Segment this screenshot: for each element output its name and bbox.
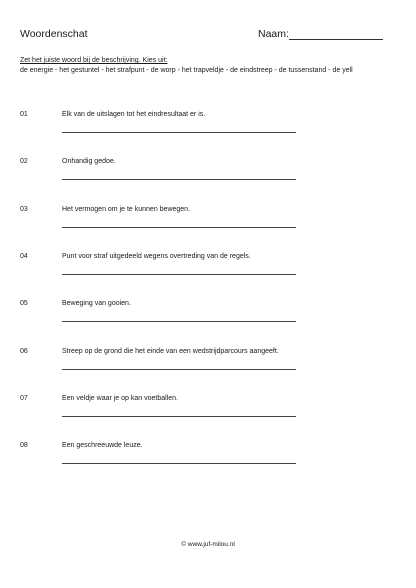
question-text: Onhandig gedoe. — [62, 158, 116, 165]
word-list: de energie - het gestuntel - het strafpunt - de worp - het trapveldje - de eindstreep - de tussenstand - de yell — [20, 67, 353, 74]
page-title: Woordenschat — [20, 28, 88, 40]
footer-copyright: © www.juf-milou.nl — [181, 541, 235, 548]
question-text: Een veldje waar je op kan voetballen. — [62, 395, 178, 402]
answer-line[interactable] — [62, 179, 296, 180]
question-number: 03 — [20, 206, 28, 213]
question-number: 08 — [20, 442, 28, 449]
question-text: Elk van de uitslagen tot het eindresultaat er is. — [62, 111, 206, 118]
instruction-text: Zet het juiste woord bij de beschrijving. Kies uit: — [20, 57, 168, 64]
answer-line[interactable] — [62, 416, 296, 417]
answer-line[interactable] — [62, 463, 296, 464]
question-text: Beweging van gooien. — [62, 300, 131, 307]
answer-line[interactable] — [62, 369, 296, 370]
question-text: Streep op de grond die het einde van een wedstrijdparcours aangeeft. — [62, 348, 279, 355]
question-number: 05 — [20, 300, 28, 307]
answer-line[interactable] — [62, 274, 296, 275]
question-text: Punt voor straf uitgedeeld wegens overtreding van de regels. — [62, 253, 251, 260]
name-label: Naam: — [258, 28, 289, 40]
answer-line[interactable] — [62, 321, 296, 322]
answer-line[interactable] — [62, 227, 296, 228]
question-text: Het vermogen om je te kunnen bewegen. — [62, 206, 191, 213]
name-field[interactable] — [289, 39, 383, 40]
question-number: 02 — [20, 158, 28, 165]
answer-line[interactable] — [62, 132, 296, 133]
question-number: 01 — [20, 111, 28, 118]
question-number: 07 — [20, 395, 28, 402]
question-number: 06 — [20, 348, 28, 355]
question-number: 04 — [20, 253, 28, 260]
question-text: Een geschreeuwde leuze. — [62, 442, 143, 449]
